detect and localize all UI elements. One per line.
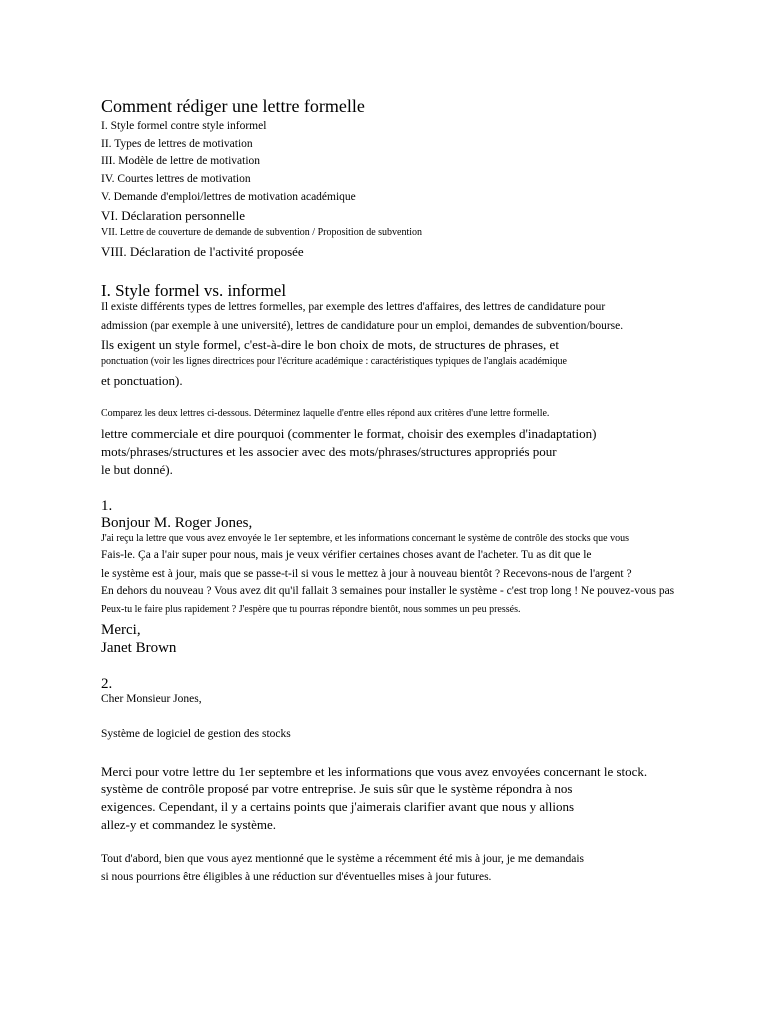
letter2-subject: Système de logiciel de gestion des stocks	[101, 728, 291, 740]
letter2-para2-line-1: Tout d'abord, bien que vous ayez mentionné que le système a récemment été mis à jour, je me demandais	[101, 853, 585, 865]
letter1-body-line-3: le système est à jour, mais que se passe-t-il si vous le mettez à jour à nouveau bientôt ? Recevons-nous de l'argent ?	[101, 568, 632, 580]
intro-line-3: Ils exigent un style formel, c'est-à-dire le bon choix de mots, de structures de phrases, et	[101, 337, 559, 352]
section-heading: I. Style formel vs. informel	[101, 281, 287, 300]
letter1-body-line-1: J'ai reçu la lettre que vous avez envoyée le 1er septembre, et les informations concernant le système de contrôle des stocks que vous	[101, 533, 630, 544]
letter1-body-line-4: En dehors du nouveau ? Vous avez dit qu'il fallait 3 semaines pour installer le système - c'est trop long ! Ne pouvez-vous pas	[101, 585, 675, 597]
toc-item-3: III. Modèle de lettre de motivation	[101, 155, 261, 167]
instruction-line-4: le but donné).	[101, 462, 173, 477]
toc-item-1: I. Style formel contre style informel	[101, 120, 267, 132]
letter1-body-line-5: Peux-tu le faire plus rapidement ? J'espère que tu pourras répondre bientôt, nous sommes un peu pressés.	[101, 604, 521, 615]
instruction-line-1: Comparez les deux lettres ci-dessous. Déterminez laquelle d'entre elles répond aux critères d'une lettre formelle.	[101, 408, 550, 419]
letter2-para1-line-1: Merci pour votre lettre du 1er septembre et les informations que vous avez envoyées concernant le stock.	[101, 764, 648, 779]
instruction-line-2: lettre commerciale et dire pourquoi (commenter le format, choisir des exemples d'inadaptation)	[101, 426, 597, 441]
letter1-number: 1.	[101, 498, 113, 514]
letter2-para1-line-4: allez-y et commandez le système.	[101, 817, 277, 832]
toc-item-7: VII. Lettre de couverture de demande de subvention / Proposition de subvention	[101, 227, 423, 238]
intro-line-5: et ponctuation).	[101, 373, 183, 388]
intro-line-1: Il existe différents types de lettres formelles, par exemple des lettres d'affaires, des lettres de candidature pour	[101, 301, 606, 313]
letter2-para1-line-3: exigences. Cependant, il y a certains points que j'aimerais clarifier avant que nous y allions	[101, 799, 575, 814]
intro-line-4: ponctuation (voir les lignes directrices pour l'écriture académique : caractéristiques typiques de l'anglais académique	[101, 356, 567, 367]
letter1-body-line-2: Fais-le. Ça a l'air super pour nous, mais je veux vérifier certaines choses avant de l'acheter. Tu as dit que le	[101, 549, 592, 561]
toc-item-2: II. Types de lettres de motivation	[101, 138, 253, 150]
letter1-closing: Merci,	[101, 622, 141, 638]
document-title: Comment rédiger une lettre formelle	[101, 96, 365, 116]
toc-item-8: VIII. Déclaration de l'activité proposée	[101, 244, 304, 259]
letter1-salutation: Bonjour M. Roger Jones,	[101, 515, 253, 531]
letter1-signature: Janet Brown	[101, 640, 177, 656]
letter2-para1-line-2: système de contrôle proposé par votre entreprise. Je suis sûr que le système répondra à nos	[101, 781, 573, 796]
toc-item-6: VI. Déclaration personnelle	[101, 208, 246, 223]
toc-item-5: V. Demande d'emploi/lettres de motivation académique	[101, 191, 356, 203]
letter2-para2-line-2: si nous pourrions être éligibles à une réduction sur d'éventuelles mises à jour futures.	[101, 871, 492, 883]
intro-line-2: admission (par exemple à une université), lettres de candidature pour un emploi, demandes de subvention/bourse.	[101, 320, 624, 332]
toc-item-4: IV. Courtes lettres de motivation	[101, 173, 251, 185]
letter2-salutation: Cher Monsieur Jones,	[101, 693, 202, 705]
letter2-number: 2.	[101, 676, 113, 692]
instruction-line-3: mots/phrases/structures et les associer avec des mots/phrases/structures appropriés pour	[101, 444, 557, 459]
